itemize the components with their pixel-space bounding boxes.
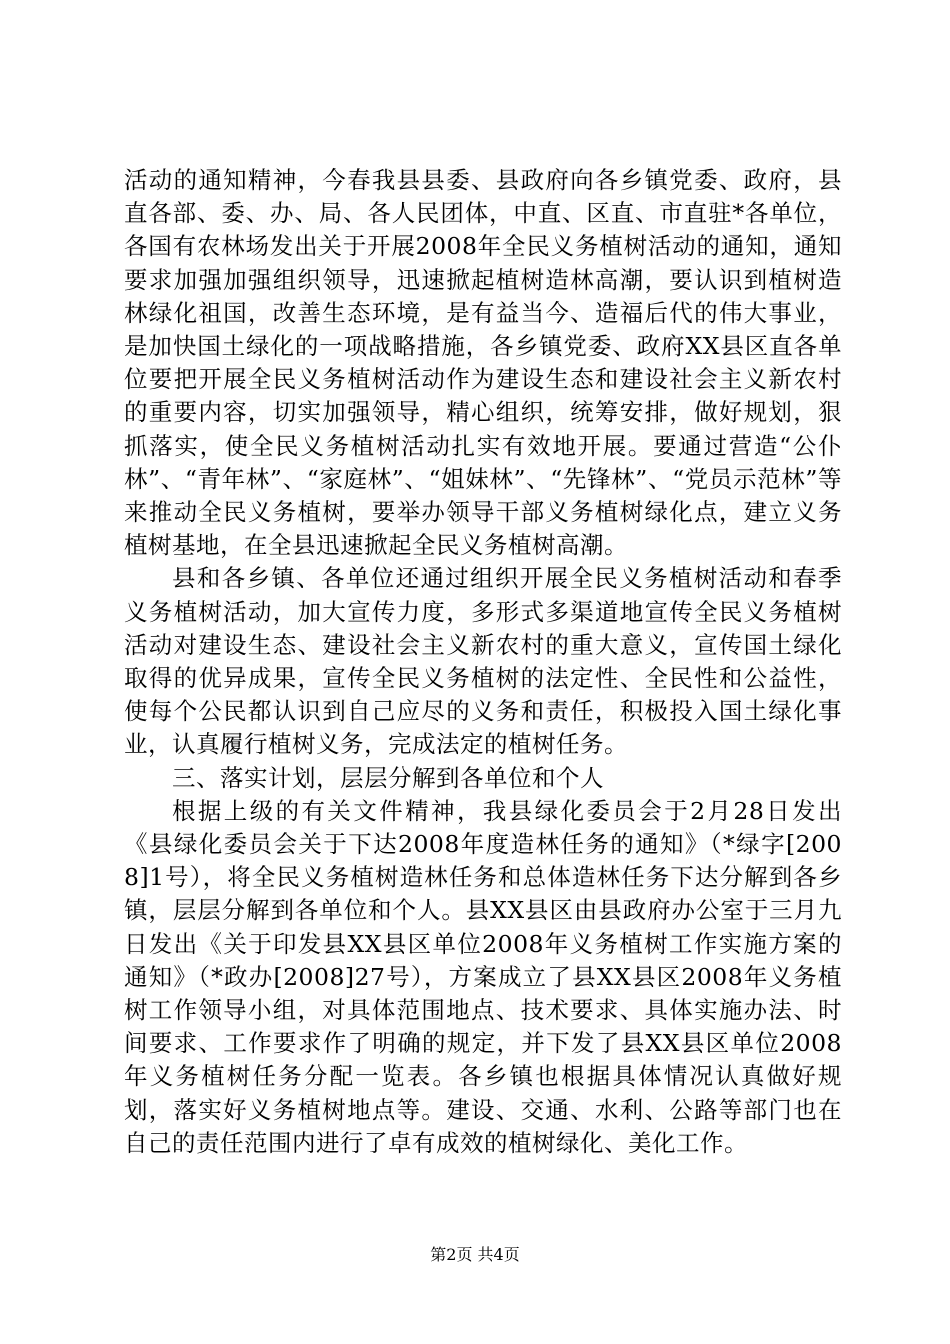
paragraph-continuation: 活动的通知精神，今春我县县委、县政府向各乡镇党委、政府，县直各部、委、办、局、各人民团体，中直、区直、市直驻*各单位，各国有农林场发出关于开展2008年全民义务植树活动的通知，通知要求加强加强组织领导，迅速掀起植树造林高潮，要认识到植树造林绿化祖国，改善生态环境，是有益当今、造福后代的伟大事业，是加快国土绿化的一项战略措施，各乡镇党委、政府XX县区直各单位要把开展全民义务植树活动作为建设生态和建设社会主义新农村的重要内容，切实加强领导，精心组织，统筹安排，做好规划，狠抓落实，使全民义务植树活动扎实有效地开展。要通过营造“公仆林”、“青年林”、“家庭林”、“姐妹林”、“先锋林”、“党员示范林”等来推动全民义务植树，要举办领导干部义务植树绿化点，建立义务植树基地，在全县迅速掀起全民义务植树高潮。 [124,166,842,560]
paragraph-plan: 根据上级的有关文件精神，我县绿化委员会于2月28日发出《县绿化委员会关于下达2008年度造林任务的通知》（*绿字[2008]1号），将全民义务植树造林任务和总体造林任务下达分解到各乡镇，层层分解到各单位和个人。县XX县区由县政府办公室于三月九日发出《关于印发县XX县区单位2008年义务植树工作实施方案的通知》（*政办[2008]27号），方案成立了县XX县区2008年义务植树工作领导小组，对具体范围地点、技术要求、具体实施办法、时间要求、工作要求作了明确的规定，并下发了县XX县区单位2008年义务植树任务分配一览表。各乡镇也根据具体情况认真做好规划，落实好义务植树地点等。建设、交通、水利、公路等部门也在自己的责任范围内进行了卓有成效的植树绿化、美化工作。 [124,796,842,1157]
page-footer: 第2页 共4页 [430,1245,520,1264]
section-heading: 三、落实计划，层层分解到各单位和个人 [172,763,604,792]
paragraph-publicity: 县和各乡镇、各单位还通过组织开展全民义务植树活动和春季义务植树活动，加大宣传力度，多形式多渠道地宣传全民义务植树活动对建设生态、建设社会主义新农村的重大意义，宣传国土绿化取得的优异成果，宣传全民义务植树的法定性、全民性和公益性，使每个公民都认识到自己应尽的义务和责任，积极投入国土绿化事业，认真履行植树义务，完成法定的植树任务。 [124,564,842,759]
document-body [124,164,842,1160]
